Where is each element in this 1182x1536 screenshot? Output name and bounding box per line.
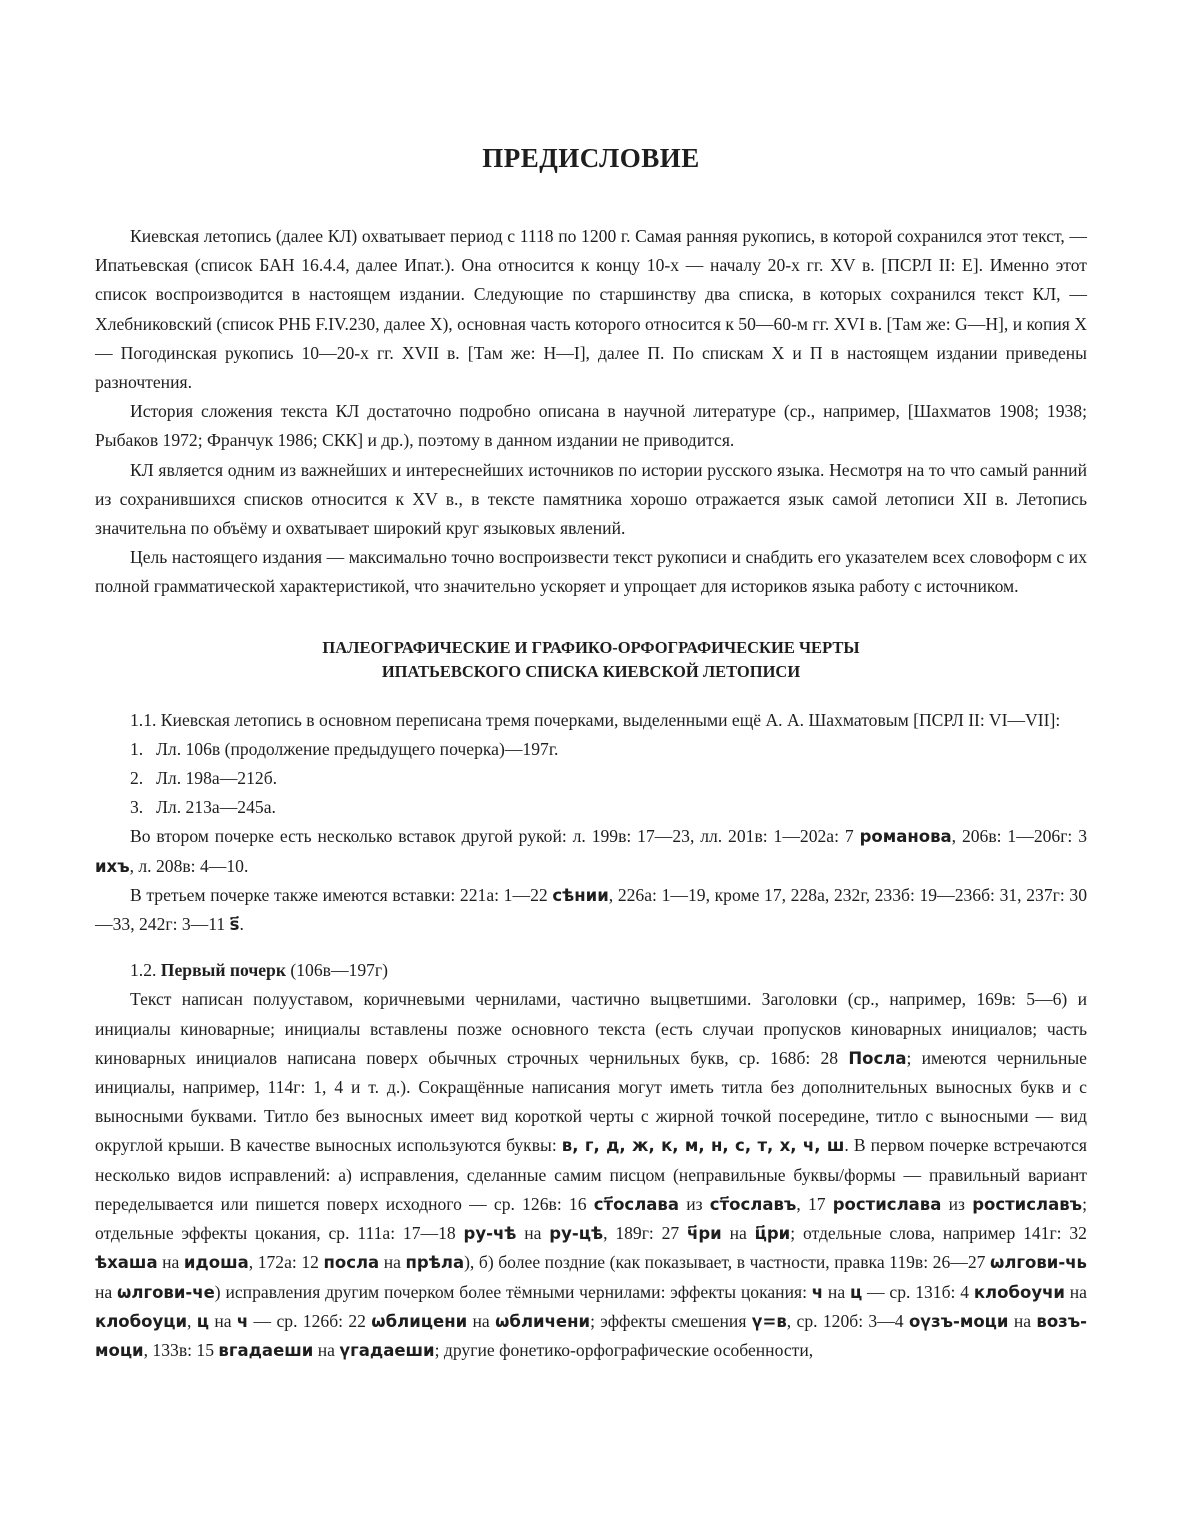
church-slavonic-word: ростиславъ	[972, 1194, 1083, 1214]
section-heading	[95, 636, 1087, 684]
intro-paragraph-1: Киевская летопись (далее КЛ) охватывает период с 1118 по 1200 г. Самая ранняя рукопись, в которой сохранился этот текст, — Ипатьевская (список БАН 16.4.4, далее Ипат.). Она относится к концу 10-х — началу 20-х гг. XV в. [ПСРЛ II: Е]. Именно этот список воспроизводится в настоящем издании. Следующие по старшинству два списка, в которых сохранился текст КЛ, — Хлебниковский (список РНБ F.IV.230, далее Х), основная часть которого относится к 50—60-м гг. XVI в. [Там же: G—H], и копия Х — Погодинская рукопись 10—20-х гг. XVII в. [Там же: H—I], далее П. По спискам Х и П в настоящем издании приведены разночтения.	[95, 226, 1087, 393]
text-run: — ср. 126б: 22	[248, 1310, 372, 1331]
church-slavonic-word: ѡлгови-че	[117, 1282, 215, 1302]
church-slavonic-word: ру-чѣ	[463, 1224, 517, 1244]
church-slavonic-word: ү=в	[751, 1311, 787, 1331]
list-item-text: Лл. 106в (продолжение предыдущего почерка)—197г.	[156, 738, 559, 759]
text-run: из	[941, 1193, 973, 1214]
subsection-range: (106в—197г)	[290, 960, 389, 981]
text-run: ; другие фонетико-орфографические особенности,	[434, 1339, 814, 1360]
text-run: ; эффекты смешения	[590, 1310, 752, 1331]
text-run: ; имеются чернильные инициалы, например, 114г: 1, 4 и т. д.). Сокращённые написания могут иметь титла без дополнительных выносных букв и с выносными буквами. Титло без выносных имеет вид короткой черты с жирной точкой посередине, титло с выносными — вид округлой крыши. В качестве выносных используются буквы:	[95, 1047, 1087, 1156]
intro-paragraph-2: История сложения текста КЛ достаточно подробно описана в научной литературе (ср., например, [Шахматов 1908; 1938; Рыбаков 1972; Франчук 1986; СКК] и др.), поэтому в данном издании не приводится.	[95, 401, 1087, 451]
text-run: .	[239, 914, 244, 935]
church-slavonic-word: ч	[811, 1282, 824, 1302]
church-slavonic-word: вгадаеши	[218, 1340, 314, 1360]
text-run: на	[467, 1310, 496, 1331]
church-slavonic-word: ц	[196, 1311, 209, 1331]
text-run: ), б) более поздние (как показывает, в частности, правка 119в: 26—27	[464, 1252, 990, 1273]
list-item-text: Лл. 198а—212б.	[156, 768, 278, 789]
text-run: ,	[187, 1310, 197, 1331]
paragraph-first-hand	[95, 985, 1087, 1365]
subsection-title: Первый почерк	[160, 960, 286, 981]
church-slavonic-word: ѡбличени	[495, 1311, 591, 1331]
page	[95, 138, 1087, 1365]
church-slavonic-word: сѣнии	[552, 885, 609, 905]
text-run: на	[209, 1310, 237, 1331]
text-run: , 17	[796, 1193, 833, 1214]
church-slavonic-word: үгадаеши	[339, 1340, 435, 1360]
church-slavonic-word: в, г, д, ж, к, м, н, с, т, х, ч, ш	[561, 1136, 845, 1156]
church-slavonic-word: возъ-моци	[95, 1311, 1087, 1360]
church-slavonic-word: ростислава	[832, 1194, 942, 1214]
church-slavonic-word: оүзъ-моци	[908, 1311, 1009, 1331]
subsection-1-2-heading	[95, 956, 1087, 985]
list-item	[95, 735, 1087, 764]
list-item	[95, 764, 1087, 793]
church-slavonic-word: клобоучи	[973, 1282, 1065, 1302]
paragraph-inserts-hand-3	[95, 881, 1087, 939]
church-slavonic-word: романова	[859, 827, 952, 847]
church-slavonic-word: прѣла	[405, 1253, 465, 1273]
list-item-number: 2.	[130, 768, 144, 789]
text-run: В третьем почерке также имеются вставки: 221а: 1—22	[130, 884, 553, 905]
paragraph-1-1: 1.1. Киевская летопись в основном переписана тремя почерками, выделенными ещё А. А. Шахматовым [ПСРЛ II: VI—VII]:	[130, 709, 1061, 730]
intro-paragraph-4: Цель настоящего издания — максимально точно воспроизвести текст рукописи и снабдить его указателем всех словоформ с их полной грамматической характеристикой, что значительно ускоряет и упрощает для историков языка работу с источником.	[95, 547, 1087, 597]
text-run: на	[379, 1252, 406, 1273]
church-slavonic-word: клобоуци	[95, 1311, 188, 1331]
text-run: , л. 208в: 4—10.	[129, 855, 249, 876]
section-heading-line-2: ИПАТЬЕВСКОГО СПИСКА КИЕВСКОЙ ЛЕТОПИСИ	[381, 661, 801, 681]
text-run: на	[157, 1252, 184, 1273]
church-slavonic-word: ѕ҃	[229, 915, 240, 935]
text-run: , 206в: 1—206г: 3	[951, 826, 1087, 847]
church-slavonic-word: ѣхаша	[95, 1253, 158, 1273]
church-slavonic-word: идоша	[183, 1253, 249, 1273]
text-run: , 226а: 1—19, кроме 17, 228а, 232г, 233б: 19—236б: 31, 237г: 30—33, 242г: 3—11	[95, 884, 1087, 935]
church-slavonic-word: ѡлгови-чь	[989, 1253, 1087, 1273]
text-run: на	[516, 1223, 550, 1244]
church-slavonic-word: ст҃ославъ	[709, 1194, 797, 1214]
page-title: ПРЕДИСЛОВИЕ	[482, 143, 700, 173]
list-item	[95, 793, 1087, 822]
text-run: на	[95, 1281, 118, 1302]
text-run: из	[679, 1193, 710, 1214]
church-slavonic-word: ѡблицени	[371, 1311, 468, 1331]
text-run: ; отдельные эффекты цокания, ср. 111а: 17—18	[95, 1193, 1087, 1244]
text-run: Текст написан полууставом, коричневыми чернилами, частично выцветшими. Заголовки (ср., например, 169в: 5—6) и инициалы киноварные; инициалы вставлены позже основного текста (есть случаи пропусков киноварных инициалов; часть киноварных инициалов написана поверх обычных строчных чернильных букв, ср. 168б: 28	[95, 989, 1087, 1068]
church-slavonic-word: ст҃ослава	[593, 1194, 679, 1214]
list-item-text: Лл. 213а—245а.	[156, 797, 276, 818]
church-slavonic-word: ц	[849, 1282, 863, 1302]
church-slavonic-word: ч҃ри	[687, 1224, 722, 1244]
subsection-number: 1.2.	[130, 960, 157, 981]
list-item-number: 1.	[130, 738, 144, 759]
text-run: . В первом почерке встречаются несколько видов исправлений: а) исправления, сделанные самим писцом (неправильные буквы/формы — правильный вариант переделывается или пишется поверх исходного — ср. 126в: 16	[95, 1135, 1087, 1214]
text-run: , 172а: 12	[248, 1252, 324, 1273]
text-run: ) исправления другим почерком более тёмными чернилами: эффекты цокания:	[214, 1281, 812, 1302]
list-item-number: 3.	[130, 797, 144, 818]
text-run: на	[1064, 1281, 1087, 1302]
church-slavonic-word: ч	[236, 1311, 249, 1331]
church-slavonic-word: Посла	[848, 1048, 907, 1068]
text-run: на	[313, 1339, 340, 1360]
text-run: на	[721, 1223, 755, 1244]
text-run: — ср. 131б: 4	[862, 1281, 974, 1302]
intro-paragraph-3: КЛ является одним из важнейших и интереснейших источников по истории русского языка. Несмотря на то что самый ранний из сохранившихся списков относится к XV в., в тексте памятника хорошо отражается язык самой летописи XII в. Летопись значительна по объёму и охватывает широкий круг языковых явлений.	[95, 459, 1087, 539]
church-slavonic-word: ц҃ри	[754, 1224, 791, 1244]
text-run: , 189г: 27	[603, 1223, 688, 1244]
text-run: , 133в: 15	[143, 1339, 219, 1360]
church-slavonic-word: ихъ	[95, 856, 130, 876]
church-slavonic-word: посла	[323, 1253, 380, 1273]
church-slavonic-word: ру-цѣ	[549, 1224, 604, 1244]
paragraph-inserts-hand-2	[95, 822, 1087, 880]
text-run: на	[1008, 1310, 1037, 1331]
section-heading-line-1: ПАЛЕОГРАФИЧЕСКИЕ И ГРАФИКО-ОРФОГРАФИЧЕСКИЕ ЧЕРТЫ	[322, 637, 860, 657]
text-run: , ср. 120б: 3—4	[786, 1310, 909, 1331]
text-run: ; отдельные слова, например 141г: 32	[790, 1223, 1087, 1244]
text-run: Во втором почерке есть несколько вставок другой рукой: л. 199в: 17—23, лл. 201в: 1—202а: 7	[130, 826, 860, 847]
text-run: на	[823, 1281, 850, 1302]
